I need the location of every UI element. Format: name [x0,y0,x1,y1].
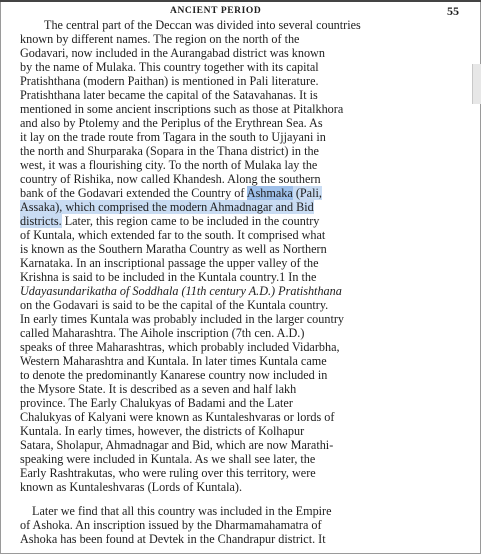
text-line: is known as the Southern Maratha Country as well as Northern [20,242,327,256]
text-segment: bank of the Godavari extended the Country of [20,186,247,200]
text-line: Early Rashtrakutas, who were ruling over this territory, were [20,466,316,480]
running-title: ANCIENT PERIOD [170,6,262,16]
text-line: Ashoka has been found at Devtek in the Chandrapur district. It [20,532,326,546]
text-line: The central part of the Deccan was divided into several countries [44,18,361,32]
highlighted-selection[interactable]: (Pali, [292,186,322,200]
highlighted-selection-line[interactable]: Assaka), which comprised the modern Ahmadnagar and Bid [20,200,314,214]
text-line: of Kuntala, which extended far to the south. It comprised what [20,228,326,242]
text-line: west, it was a flourishing city. To the north of Mulaka lay the [20,158,318,172]
header-rule [0,0,481,2]
text-line: mentioned in some ancient inscriptions such as those at Pitalkhora [20,102,344,116]
text-line: speaking were included in Kuntala. As we shall see later, the [20,452,316,466]
text-line: on the Godavari is said to be the capital of the Kuntala country. [20,298,329,312]
text-line: by the name of Mulaka. This country together with its capital [20,60,319,74]
text-line [20,186,322,200]
text-line: and also by Ptolemy and the Periplus of the Erythrean Sea. As [20,116,323,130]
text-line: Krishna is said to be included in the Kuntala country.1 In the [20,270,317,284]
page-number: 55 [447,4,459,18]
text-line: speaks of three Maharashtras, which probably included Vidarbha, [20,340,340,354]
text-line: of Ashoka. An inscription issued by the Dharmamahamatra of [20,518,322,532]
text-line: the Mysore State. It is described as a seven and half lakh [20,382,297,396]
text-line: the north and Shurparaka (Sopara in the Thana district) in the [20,144,319,158]
text-line [20,214,319,228]
highlighted-selection[interactable]: Ashmaka [246,186,293,200]
text-line: Later we find that all this country was included in the Empire [32,504,332,518]
text-line: Satara, Sholapur, Ahmadnagar and Bid, which are now Marathi- [20,438,334,452]
text-line: called Maharashtra. The Aihole inscription (7th cen. A.D.) [20,326,305,340]
text-line: it lay on the trade route from Tagara in the south to Ujjayani in [20,130,326,144]
text-line: In early times Kuntala was probably included in the larger country [20,312,344,326]
text-segment: Later, this region came to be included in the country [61,214,320,228]
text-line: Western Maharashtra and Kuntala. In later times Kuntala came [20,354,327,368]
text-line: Chalukyas of Kalyani were known as Kuntaleshvaras or lords of [20,410,335,424]
text-line: known by different names. The region on the north of the [20,32,300,46]
text-line: to denote the predominantly Kanarese country now included in [20,368,328,382]
text-line: Udayasundarikatha of Soddhala (11th century A.D.) Pratishthana [20,284,342,298]
text-line: known as Kuntaleshvaras (Lords of Kuntala). [20,480,243,494]
text-line: province. The Early Chalukyas of Badami and the Later [20,396,293,410]
text-line: country of Rishika, now called Khandesh. Along the southern [20,172,321,186]
text-line: Karnataka. In an inscriptional passage the upper valley of the [20,256,319,270]
text-line: Pratishthana (modern Paithan) is mentioned in Pali literature. [20,74,319,88]
text-line: Kuntala. In early times, however, the districts of Kolhapur [20,424,305,438]
highlighted-selection[interactable]: districts. [20,214,62,228]
side-scroll-tab [472,64,481,104]
text-line: Pratishthana later became the capital of the Satavahanas. It is [20,88,318,102]
text-line: Godavari, now included in the Aurangabad district was known [20,46,325,60]
